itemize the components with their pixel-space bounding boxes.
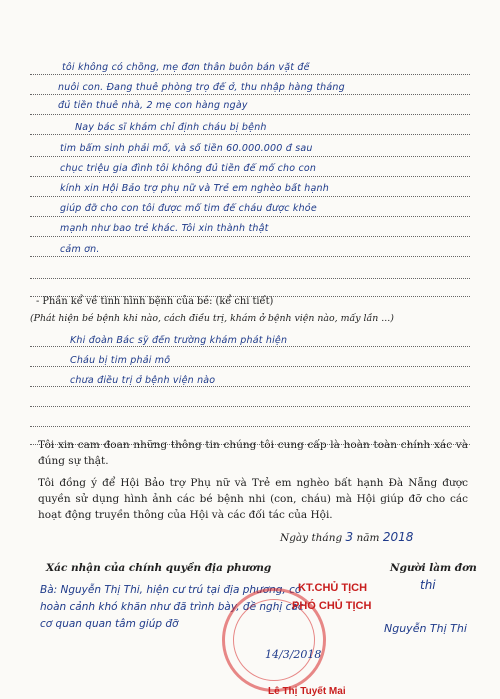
story-line: nuôi con. Đang thuê phòng trọ để ở, thu nhập hàng tháng bbox=[58, 82, 345, 93]
local-authority-title: Xác nhận của chính quyền địa phương bbox=[46, 562, 272, 574]
illness-hint: (Phát hiện bé bệnh khi nào, cách điều trị, khám ở bệnh viện nào, mấy lần ...) bbox=[30, 313, 394, 324]
consent-statement: Tôi đồng ý để Hội Bảo trợ Phụ nữ và Trẻ em nghèo bất hạnh Đà Nẵng được quyền sử dụng hình ảnh các bé bệnh nhi (con, cháu) mà Hội giúp đỡ cho các hoạt động truyền thông của Hội và các đối tác của Hội. bbox=[38, 477, 468, 521]
illness-line: Khi đoàn Bác sỹ đến trường khám phát hiện bbox=[70, 335, 288, 346]
local-authority-note: Bà: Nguyễn Thị Thi, hiện cư trú tại địa phương, có hoàn cảnh khó khăn như đã trình bày, đề nghị các cơ quan quan tâm giúp đỡ bbox=[40, 584, 304, 630]
signing-date: Ngày tháng 3 năm 2018 bbox=[280, 530, 414, 544]
applicant-signature: thi bbox=[420, 578, 436, 592]
story-line: mạnh như bao trẻ khác. Tôi xin thành thật bbox=[60, 223, 269, 234]
story-line: Nay bác sĩ khám chỉ định cháu bị bệnh bbox=[75, 122, 267, 133]
story-line: giúp đỡ cho con tôi được mổ tim để cháu được khỏe bbox=[60, 203, 317, 214]
stamp-date: 14/3/2018 bbox=[265, 648, 322, 661]
official-signer-name: Lê Thị Tuyết Mai bbox=[268, 686, 346, 697]
applicant-title: Người làm đơn bbox=[390, 562, 477, 574]
applicant-name: Nguyễn Thị Thi bbox=[384, 622, 467, 635]
illness-line: chưa điều trị ở bệnh viện nào bbox=[70, 375, 216, 386]
story-line: cảm ơn. bbox=[60, 244, 100, 255]
stamp-title-2: PHÓ CHỦ TỊCH bbox=[292, 600, 372, 612]
illness-heading: - Phần kể về tình hình bệnh của bé: (kể chi tiết) bbox=[36, 296, 274, 307]
stamp-title-1: KT.CHỦ TỊCH bbox=[298, 582, 368, 594]
story-line: chục triệu gia đình tôi không đủ tiền để mổ cho con bbox=[60, 163, 317, 174]
story-line: kính xin Hội Bảo trợ phụ nữ và Trẻ em nghèo bất hạnh bbox=[60, 183, 329, 194]
illness-line: Cháu bị tim phải mổ bbox=[70, 355, 171, 366]
commitment-statement: Tôi xin cam đoan những thông tin chúng tôi cung cấp là hoàn toàn chính xác và đúng sự thật. bbox=[38, 439, 468, 467]
story-line: tôi không có chồng, mẹ đơn thân buôn bán vặt để bbox=[62, 62, 310, 73]
story-line: tim bẩm sinh phải mổ, và số tiền 60.000.000 đ sau bbox=[60, 143, 313, 154]
story-line: đủ tiền thuê nhà, 2 mẹ con hàng ngày bbox=[58, 100, 248, 111]
